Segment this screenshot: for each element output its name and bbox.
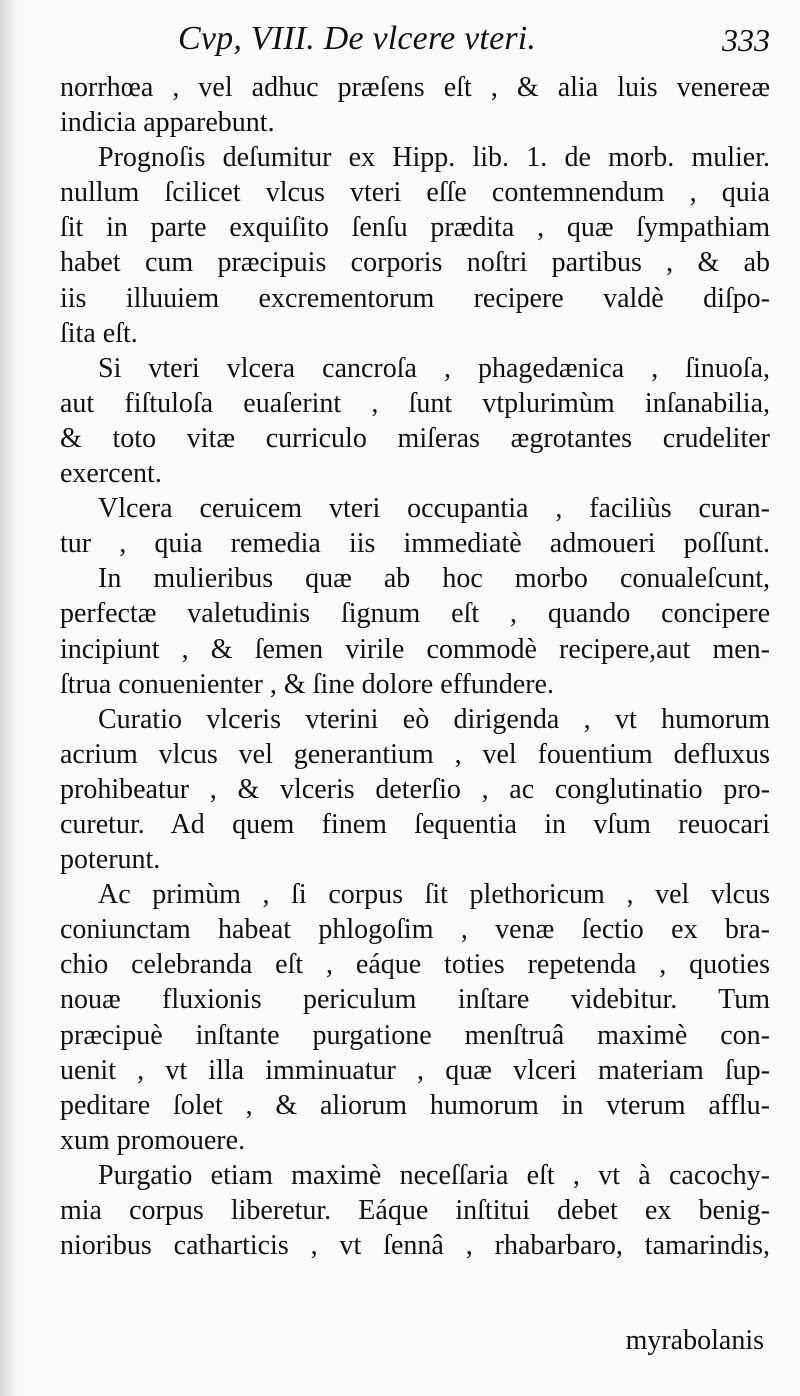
running-head <box>60 18 770 66</box>
text-line: peditare ſolet , & aliorum humorum in vterum afflu- <box>60 1089 770 1121</box>
text-line: Purgatio etiam maximè neceſſaria eſt , vt à cacochy- <box>98 1159 770 1191</box>
text-line: exercent. <box>60 458 162 490</box>
text-line: Prognoſis deſumitur ex Hipp. lib. 1. de morb. mulier. <box>98 142 770 174</box>
text-line: chio celebranda eſt , eáque toties repetenda , quoties <box>60 949 770 981</box>
text-line: uenit , vt illa imminuatur , quæ vlceri materiam ſup- <box>60 1054 770 1086</box>
text-line: prohibeatur , & vlceris deterſio , ac conglutinatio pro- <box>60 773 770 805</box>
text-line: coniunctam habeat phlogoſim , venæ ſectio ex bra- <box>60 914 770 946</box>
page-number: 333 <box>722 22 770 58</box>
text-line: & toto vitæ curriculo miſeras ægrotantes crudeliter <box>60 422 770 454</box>
text-line: iis illuuiem excrementorum recipere valdè diſpo- <box>60 282 770 314</box>
text-line: poterunt. <box>60 844 161 876</box>
text-line: nullum ſcilicet vlcus vteri eſſe contemnendum , quia <box>60 177 770 209</box>
text-line: ſtrua conuenienter , & ſine dolore effundere. <box>60 668 554 700</box>
text-line: tur , quia remedia iis immediatè admoueri poſſunt. <box>60 528 770 560</box>
text-line: indicia apparebunt. <box>60 107 275 139</box>
text-line: præcipuè inſtante purgatione menſtruâ maximè con- <box>60 1019 770 1051</box>
catchword: myrabolanis <box>625 1325 764 1356</box>
gutter-shadow <box>0 0 18 1396</box>
text-line: ſita eſt. <box>60 317 138 349</box>
text-line: Curatio vlceris vterini eò dirigenda , vt humorum <box>98 703 770 735</box>
text-line: Vlcera ceruicem vteri occupantia , faciliùs curan- <box>98 493 770 525</box>
text-line: aut fiſtuloſa euaſerint , ſunt vtplurimùm inſanabilia, <box>60 387 770 419</box>
text-line: In mulieribus quæ ab hoc morbo conualeſcunt, <box>98 563 770 595</box>
text-line: xum promouere. <box>60 1124 246 1156</box>
text-line: perfectæ valetudinis ſignum eſt , quando concipere <box>60 598 770 630</box>
text-line: Ac primùm , ſi corpus ſit plethoricum , vel vlcus <box>98 879 770 911</box>
text-line: norrhœa , vel adhuc præſens eſt , & alia luis venereæ <box>60 72 770 103</box>
body-text <box>60 70 770 1263</box>
text-line: incipiunt , & ſemen virile commodè recipere,aut men- <box>60 633 770 665</box>
text-line: mia corpus liberetur. Eáque inſtitui debet ex benig- <box>60 1195 770 1226</box>
running-title: Cvp, VIII. De vlcere vteri. <box>178 20 537 57</box>
text-line: ſit in parte exquiſito ſenſu prædita , quæ ſympathiam <box>60 212 770 244</box>
text-line: Si vteri vlcera cancroſa , phagedænica , ſinuoſa, <box>98 352 770 384</box>
text-line: nouæ fluxionis periculum inſtare videbitur. Tum <box>60 984 770 1016</box>
text-line: curetur. Ad quem finem ſequentia in vſum reuocari <box>60 808 770 840</box>
text-line: acrium vlcus vel generantium , vel fouentium defluxus <box>60 738 770 770</box>
text-line: nioribus catharticis , vt ſennâ , rhabarbaro, tamarindis, <box>60 1230 770 1262</box>
text-line: habet cum præcipuis corporis noſtri partibus , & ab <box>60 247 770 279</box>
